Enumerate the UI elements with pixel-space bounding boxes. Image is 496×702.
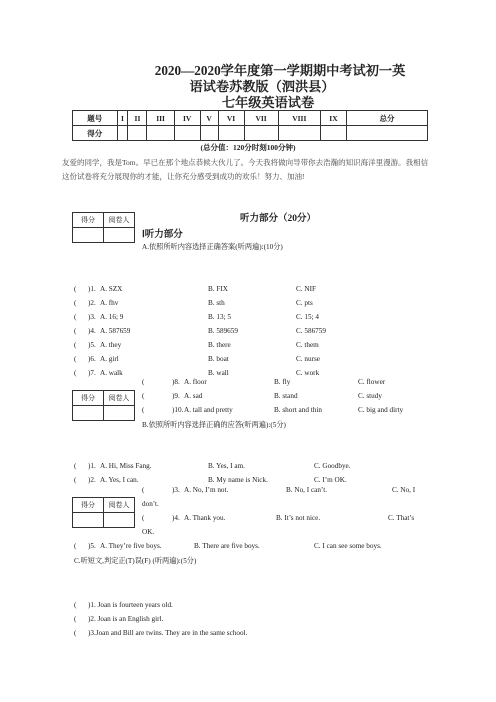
score-cell[interactable] <box>128 126 147 141</box>
intro-paragraph: 友爱的同学，我是Tom。早已在那个地点恭候大伙儿了。今天我将做向导带你去浩瀚的知识海洋里漫游。我相信这份试卷将充分展现你的才能，让你充分感受到成功的欢乐！努力、加油! <box>62 158 429 181</box>
question-number: )8. <box>172 378 180 386</box>
score-col-7: VII <box>244 111 278 126</box>
option-c: C. 586759 <box>296 327 326 335</box>
exam-meta: (总分值：120分时刻100分钟) <box>200 143 296 152</box>
question-number: )6. <box>88 355 96 363</box>
score-table <box>72 110 428 141</box>
option-c: C. No, I <box>392 486 416 494</box>
option-b: B. 13; 5 <box>208 313 231 321</box>
score-col-3: III <box>147 111 174 126</box>
answer-paren[interactable]: ( <box>74 601 77 609</box>
score-cell[interactable] <box>117 126 128 141</box>
option-a: A. sad <box>184 392 203 400</box>
option-b: B. there <box>208 341 231 349</box>
option-a: A. They’re five boys. <box>100 542 162 550</box>
option-c: C. work <box>296 369 320 377</box>
option-b: B. 589659 <box>208 327 238 335</box>
question-number: )1. <box>88 462 96 470</box>
question-number: )10. <box>172 406 184 414</box>
answer-paren[interactable]: ( <box>74 369 77 377</box>
question-number: )2. <box>88 476 96 484</box>
option-b: B. stand <box>274 392 298 400</box>
answer-paren[interactable]: ( <box>74 285 77 293</box>
option-b: B. Yes, I am. <box>208 462 245 470</box>
answer-paren[interactable]: ( <box>142 514 145 522</box>
answer-paren[interactable]: ( <box>74 542 77 550</box>
option-a: A. fhv <box>100 299 119 307</box>
option-c: C. flower <box>358 378 386 386</box>
score-col-label: 题号 <box>73 111 118 126</box>
listening-part1: Ⅰ听力部分 <box>142 230 183 240</box>
question-number: )1. <box>88 285 96 293</box>
question-number: )3. <box>88 313 96 321</box>
answer-paren[interactable]: ( <box>74 327 77 335</box>
option-a: A. girl <box>100 355 119 363</box>
score-col-9: IX <box>320 111 346 126</box>
option-a: A. they <box>100 341 122 349</box>
option-c: C. I’m OK. <box>314 476 347 484</box>
option-a: A. walk <box>100 369 123 377</box>
question-number: )4. <box>172 514 180 522</box>
option-a: A. Thank you. <box>184 514 226 522</box>
grader-score-cell[interactable] <box>73 406 104 421</box>
option-b: B. fly <box>274 378 291 386</box>
option-a: A. tall and pretty <box>184 406 233 414</box>
score-col-5: V <box>200 111 218 126</box>
answer-paren[interactable]: ( <box>74 476 77 484</box>
option-b: B. My name is Nick. <box>208 476 268 484</box>
score-cell[interactable] <box>320 126 346 141</box>
score-col-8: VIII <box>278 111 320 126</box>
grader-score-label: 得分 <box>73 213 104 228</box>
option-c: C. big and dirty <box>358 406 404 414</box>
score-cell[interactable] <box>147 126 174 141</box>
score-col-1: I <box>117 111 128 126</box>
answer-paren[interactable]: ( <box>74 355 77 363</box>
score-col-2: II <box>128 111 147 126</box>
option-c: C. That’s <box>388 514 415 522</box>
question-number: )5. <box>88 542 96 550</box>
option-wrap: OK. <box>142 528 155 536</box>
answer-paren[interactable]: ( <box>74 299 77 307</box>
score-table-score-row <box>73 126 428 141</box>
grader-box <box>72 212 135 243</box>
score-cell-total[interactable] <box>347 126 428 141</box>
answer-paren[interactable]: ( <box>74 629 77 637</box>
answer-paren[interactable]: ( <box>74 615 77 623</box>
option-b: B. short and thin <box>274 406 322 414</box>
answer-paren[interactable]: ( <box>142 392 145 400</box>
tf-statement: )2. Joan is an English girl. <box>88 615 164 623</box>
option-wrap: don’t. <box>142 500 159 508</box>
answer-paren[interactable]: ( <box>74 462 77 470</box>
option-b: B. wall <box>208 369 229 377</box>
option-a: A. No, I’m not. <box>184 486 229 494</box>
grader-box <box>72 497 135 528</box>
option-b: B. boat <box>208 355 229 363</box>
score-col-4: IV <box>174 111 200 126</box>
option-a: A. floor <box>184 378 207 386</box>
answer-paren[interactable]: ( <box>74 313 77 321</box>
score-table-header-row <box>73 111 428 126</box>
score-cell[interactable] <box>174 126 200 141</box>
answer-paren[interactable]: ( <box>142 406 145 414</box>
tf-statement: )1. Joan is fourteen years old. <box>88 601 173 609</box>
question-number: )2. <box>88 299 96 307</box>
option-b: B. It’s not nice. <box>276 514 321 522</box>
grader-score-label: 得分 <box>73 498 104 513</box>
tf-statement: )3.Joan and Bill are twins. They are in the same school. <box>88 629 248 637</box>
partB-instruction: B.依照所听内容选择正确的应答(听两遍):(5分) <box>142 421 286 429</box>
option-c: C. 15; 4 <box>296 313 319 321</box>
exam-title-line3: 七年级英语试卷 <box>221 95 315 110</box>
option-c: C. Goodbye. <box>314 462 351 470</box>
option-b: B. No, I can’t. <box>286 486 327 494</box>
question-number: )5. <box>88 341 96 349</box>
score-col-6: VI <box>218 111 244 126</box>
exam-title-line2: 语试卷苏教版（泗洪县） <box>189 79 335 94</box>
grader-name-cell[interactable] <box>104 513 135 528</box>
question-number: )7. <box>88 369 96 377</box>
exam-title-line1: 2020—2020学年度第一学期期中考试初一英 <box>154 63 406 78</box>
option-c: C. study <box>358 392 382 400</box>
grader-name-label: 阅卷人 <box>104 213 135 228</box>
option-c: C. nurse <box>296 355 320 363</box>
option-c: C. them <box>296 341 319 349</box>
score-row-label: 得分 <box>73 126 118 141</box>
grader-name-cell[interactable] <box>104 406 135 421</box>
option-c: C. pts <box>296 299 313 307</box>
listening-heading: 听力部分（20分） <box>240 214 317 224</box>
grader-name-label: 阅卷人 <box>104 498 135 513</box>
score-cell[interactable] <box>200 126 218 141</box>
partC-instruction: C.听短文,判定正(T)误(F) (听两遍):(5分) <box>74 557 197 565</box>
option-a: A. 16; 9 <box>100 313 124 321</box>
grader-score-label: 得分 <box>73 391 104 406</box>
question-number: )4. <box>88 327 96 335</box>
option-a: A. Yes, I can. <box>100 476 139 484</box>
grader-box <box>72 390 135 421</box>
score-col-total: 总分 <box>347 111 428 126</box>
grader-score-cell[interactable] <box>73 228 104 243</box>
grader-score-cell[interactable] <box>73 513 104 528</box>
grader-name-label: 阅卷人 <box>104 391 135 406</box>
option-a: A. Hi, Miss Fang. <box>100 462 152 470</box>
question-number: )9. <box>172 392 180 400</box>
option-c: C. NIF <box>296 285 316 293</box>
answer-paren[interactable]: ( <box>142 486 145 494</box>
partA-instruction: A.依照所听内容选择正确答案(听两遍):(10分) <box>142 243 283 251</box>
option-b: B. sth <box>208 299 225 307</box>
option-b: B. FIX <box>208 285 228 293</box>
option-b: B. There are five boys. <box>194 542 260 550</box>
grader-name-cell[interactable] <box>104 228 135 243</box>
answer-paren[interactable]: ( <box>142 378 145 386</box>
score-cell[interactable] <box>244 126 278 141</box>
question-number: )3. <box>172 486 180 494</box>
answer-paren[interactable]: ( <box>74 341 77 349</box>
option-a: A. 587659 <box>100 327 131 335</box>
score-cell[interactable] <box>218 126 244 141</box>
option-a: A. SZX <box>100 285 123 293</box>
score-cell[interactable] <box>278 126 320 141</box>
option-c: C. I can see some boys. <box>314 542 382 550</box>
